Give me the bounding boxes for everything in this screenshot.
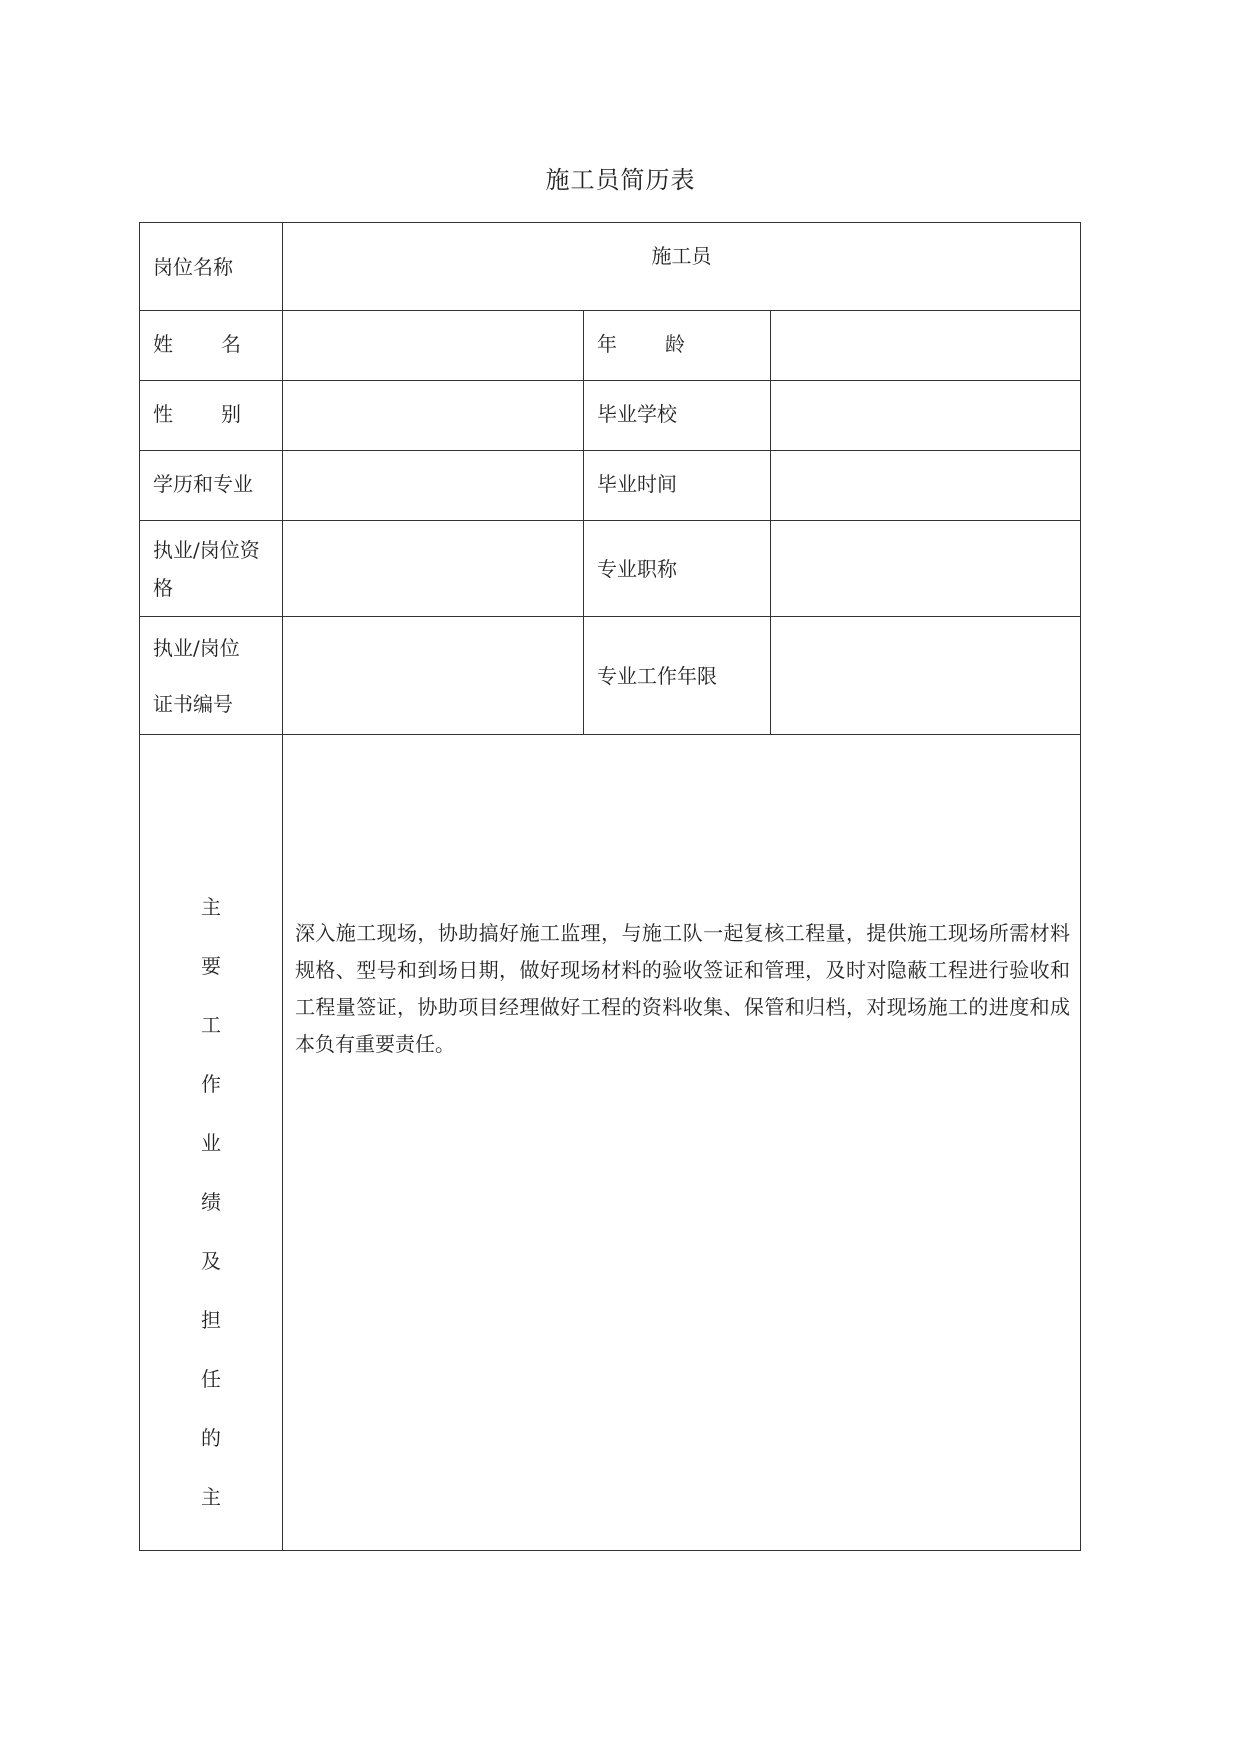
position-value: 施工员 <box>283 223 1081 311</box>
professional-title-field[interactable] <box>771 521 1081 617</box>
duties-label-char: 作 <box>201 1072 221 1096</box>
qualification-field[interactable] <box>283 521 584 617</box>
qualification-label: 执业/岗位资格 <box>140 521 283 617</box>
table-row <box>140 451 1081 521</box>
cert-number-label <box>140 617 283 735</box>
duties-label-char: 绩 <box>201 1190 221 1214</box>
table-row <box>140 381 1081 451</box>
resume-table <box>139 222 1081 1551</box>
grad-time-field[interactable] <box>771 451 1081 521</box>
grad-time-label: 毕业时间 <box>584 451 771 521</box>
gender-field[interactable] <box>283 381 584 451</box>
education-field[interactable] <box>283 451 584 521</box>
duties-label-char: 主 <box>201 895 221 919</box>
duties-label-char: 任 <box>201 1367 221 1391</box>
position-label: 岗位名称 <box>140 223 283 311</box>
age-field[interactable] <box>771 311 1081 381</box>
duties-label-char: 的 <box>201 1426 221 1450</box>
table-row <box>140 735 1081 1551</box>
duties-text: 深入施工现场，协助搞好施工监理，与施工队一起复核工程量，提供施工现场所需材料规格、型号和到场日期，做好现场材料的验收签证和管理，及时对隐蔽工程进行验收和工程量签证，协助项目经理做好工程的资料收集、保管和归档，对现场施工的进度和成本负有重要责任。 <box>283 735 1081 1551</box>
table-row <box>140 311 1081 381</box>
table-row <box>140 617 1081 735</box>
duties-label-char: 工 <box>201 1013 221 1037</box>
duties-label-char: 及 <box>201 1249 221 1273</box>
cert-label-line1: 执业/岗位 <box>153 635 240 660</box>
school-field[interactable] <box>771 381 1081 451</box>
duties-label-char: 主 <box>201 1485 221 1509</box>
name-field[interactable] <box>283 311 584 381</box>
professional-title-label: 专业职称 <box>584 521 771 617</box>
page-title: 施工员简历表 <box>545 166 696 194</box>
education-label: 学历和专业 <box>140 451 283 521</box>
table-row <box>140 521 1081 617</box>
gender-label: 性 别 <box>140 381 283 451</box>
duties-label <box>140 735 283 1551</box>
duties-label-char: 要 <box>201 954 221 978</box>
work-years-field[interactable] <box>771 617 1081 735</box>
cert-label-line2: 证书编号 <box>153 691 233 716</box>
cert-number-field[interactable] <box>283 617 584 735</box>
age-label: 年 龄 <box>584 311 771 381</box>
school-label: 毕业学校 <box>584 381 771 451</box>
duties-label-char: 担 <box>201 1308 221 1332</box>
duties-label-char: 业 <box>201 1131 221 1155</box>
table-row <box>140 223 1081 311</box>
work-years-label: 专业工作年限 <box>584 617 771 735</box>
name-label: 姓 名 <box>140 311 283 381</box>
